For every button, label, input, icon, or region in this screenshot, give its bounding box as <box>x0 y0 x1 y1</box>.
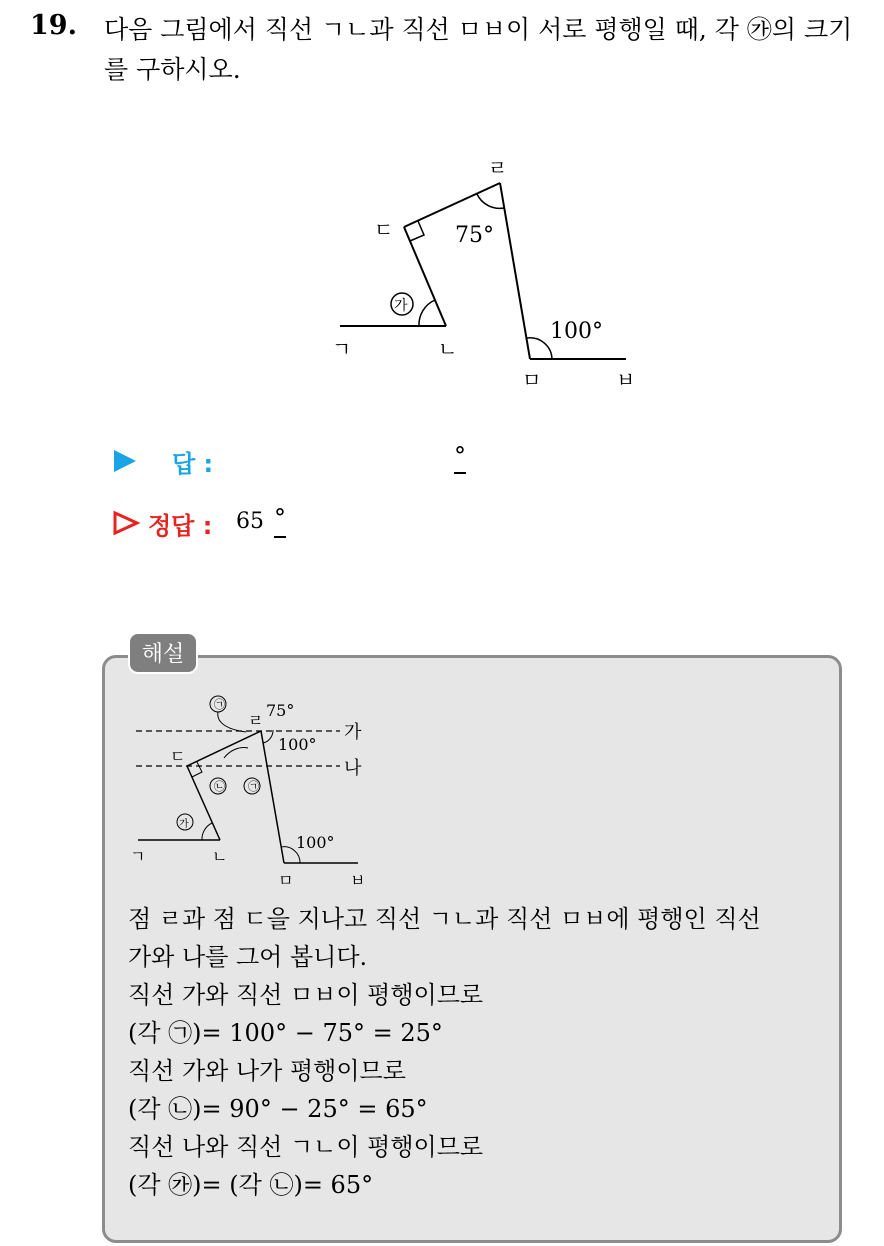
sol-label-digeut: ㄷ <box>170 747 186 766</box>
label-mieum: ㅁ <box>522 368 542 392</box>
angle-arc-rieul <box>477 194 504 208</box>
question-text: 다음 그림에서 직선 ㄱㄴ과 직선 ㅁㅂ이 서로 평행일 때, 각 ㉮의 크기를 구하시오. <box>104 15 853 84</box>
segment-rieul-mieum <box>500 183 530 359</box>
solution-text <box>128 900 838 1204</box>
segment-digeut-rieul <box>404 183 500 227</box>
label-giyeok: ㄱ <box>332 337 352 361</box>
solution-tab: 해설 <box>128 632 198 674</box>
sol-angle-arc-ga <box>202 823 212 840</box>
sol-segment-nieun-digeut <box>187 766 220 840</box>
angle-75: 75° <box>455 223 494 248</box>
solution-figure <box>130 690 380 890</box>
outline-arrow-icon <box>112 510 140 536</box>
sol-mark-a-top: ㉠ <box>214 698 225 711</box>
sol-label-nieun: ㄴ <box>212 847 228 866</box>
correct-underline <box>274 536 286 538</box>
sol-angle-100-top: 100° <box>278 735 317 754</box>
label-rieul: ㄹ <box>488 156 508 180</box>
geometry-figure <box>320 150 650 395</box>
answer-blank-underline <box>454 472 466 474</box>
angle-arc-mieum <box>527 338 552 359</box>
answer-unit: ° <box>454 442 466 470</box>
correct-label: 정답 : <box>148 512 213 540</box>
solution-line: 직선 가와 나가 평행이므로 <box>128 1057 406 1085</box>
sol-line-label-na: 나 <box>344 758 362 779</box>
sol-angle-100-bottom: 100° <box>296 833 335 852</box>
solution-line: (각 ㉡)= 90° − 25° = 65° <box>128 1095 428 1123</box>
correct-answer-row <box>112 506 512 540</box>
correct-value: 65 <box>236 509 264 534</box>
label-ga: 가 <box>394 298 408 314</box>
angle-arc-ga <box>419 300 435 326</box>
sol-label-rieul: ㄹ <box>248 711 264 730</box>
label-digeut: ㄷ <box>374 218 394 242</box>
solution-line: 점 ㄹ과 점 ㄷ을 지나고 직선 ㄱㄴ과 직선 ㅁㅂ에 평행인 직선 <box>128 905 761 933</box>
answer-row <box>112 444 512 478</box>
sol-label-giyeok: ㄱ <box>130 847 146 866</box>
sol-angle-arc-top <box>263 730 273 743</box>
solution-line: 가와 나를 그어 봅니다. <box>128 943 368 971</box>
solution-line: 직선 가와 직선 ㅁㅂ이 평행이므로 <box>128 981 484 1009</box>
solution-line: 직선 나와 직선 ㄱㄴ이 평행이므로 <box>128 1133 484 1161</box>
sol-segment-digeut-rieul <box>187 731 261 766</box>
sol-label-ga-angle: 가 <box>179 819 189 830</box>
label-bieup: ㅂ <box>616 368 636 392</box>
correct-unit: ° <box>274 504 286 532</box>
sol-angle-75: 75° <box>266 701 295 720</box>
play-arrow-icon <box>112 448 138 474</box>
sol-label-bieup: ㅂ <box>350 871 366 890</box>
sol-line-label-ga: 가 <box>344 722 362 743</box>
sol-mark-b: ㉡ <box>214 780 225 793</box>
sol-arrow-b <box>224 747 248 758</box>
label-nieun: ㄴ <box>438 337 458 361</box>
solution-line: (각 ㉠)= 100° − 75° = 25° <box>128 1019 443 1047</box>
sol-right-angle-mark <box>192 762 202 777</box>
sol-label-mieum: ㅁ <box>278 871 294 890</box>
question-number: 19. <box>30 10 77 41</box>
angle-100: 100° <box>550 319 603 344</box>
sol-mark-a-bottom: ㉠ <box>248 780 259 793</box>
answer-label: 답 : <box>172 450 214 478</box>
sol-arrow-a <box>218 712 246 732</box>
solution-line: (각 ㉮)= (각 ㉡)= 65° <box>128 1171 374 1199</box>
